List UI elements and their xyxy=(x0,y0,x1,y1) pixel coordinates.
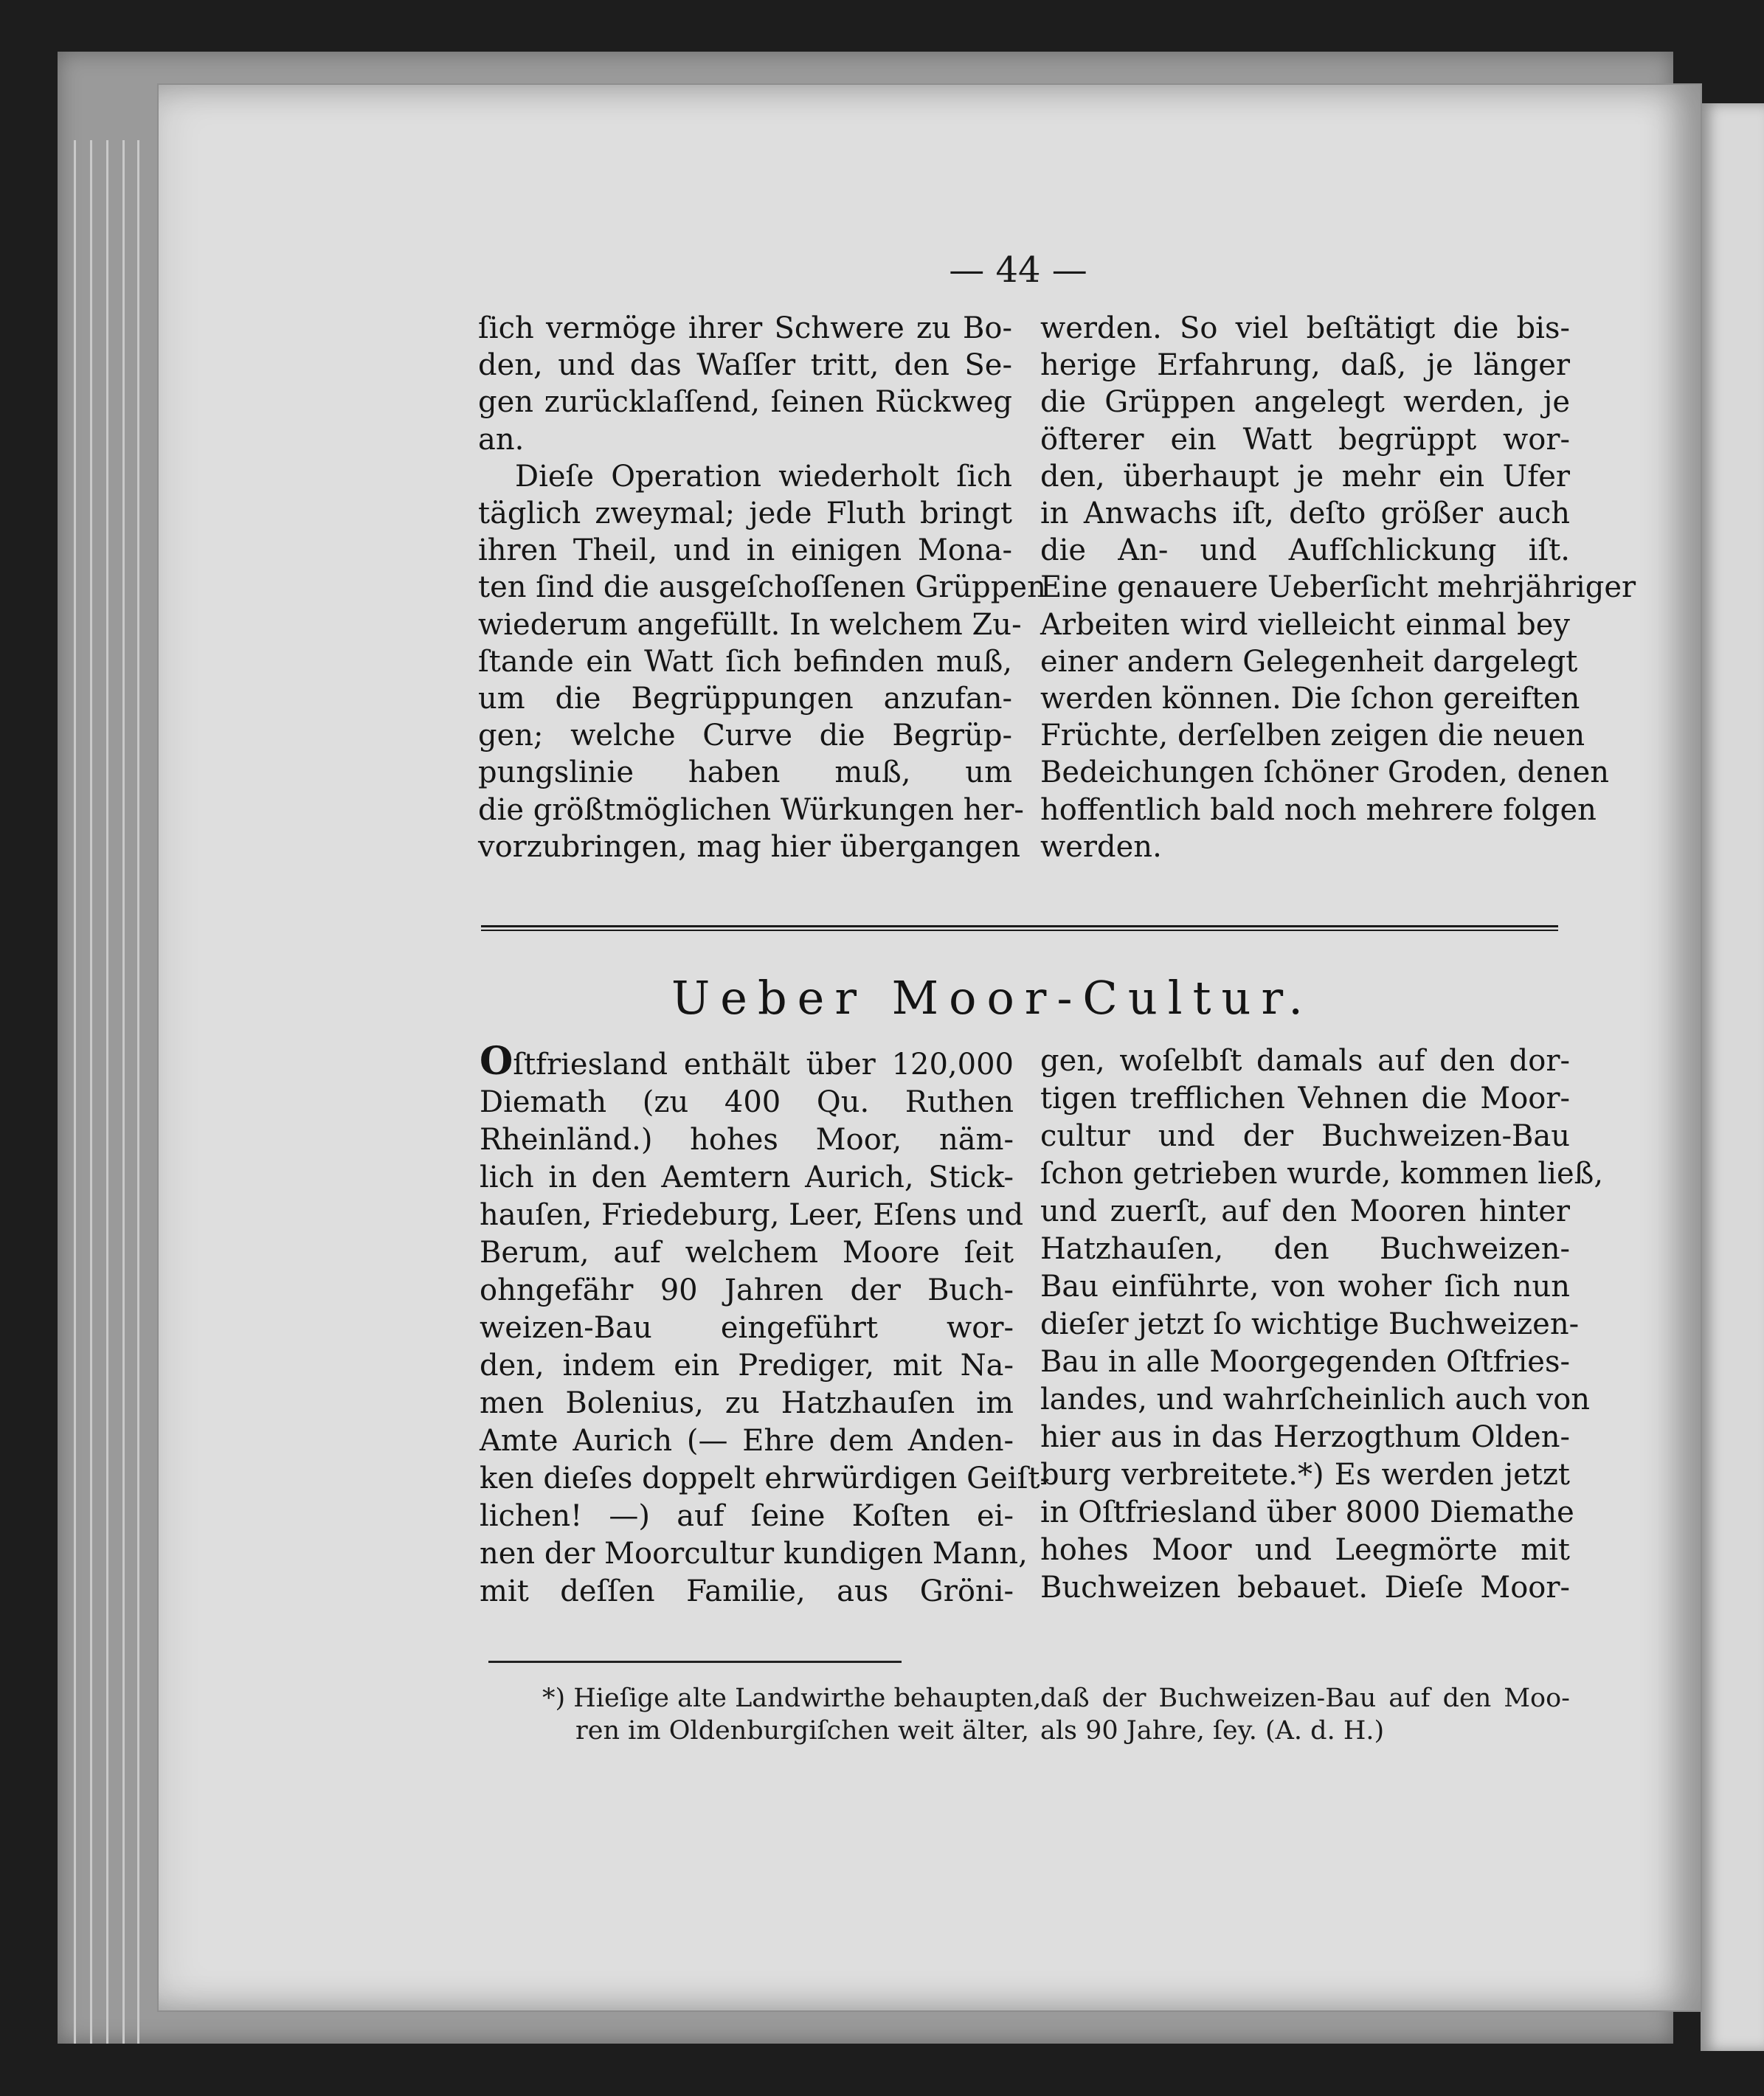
section-b-right-column xyxy=(1040,1042,1604,1607)
text-line: die Grüppen angelegt werden, je xyxy=(1040,385,1570,420)
text-line: Diemath (zu 400 Qu. Ruthen xyxy=(480,1085,1014,1119)
text-line: an. xyxy=(478,422,525,457)
page-number: — 44 — xyxy=(949,249,1087,291)
text-line: Eine genauere Ueberſicht mehrjähriger xyxy=(1040,570,1636,605)
text-line: landes, und wahrſcheinlich auch von xyxy=(1040,1383,1591,1417)
text-line: gen; welche Curve die Begrüp- xyxy=(478,719,1012,753)
text-line: ten ſind die ausgeſchoſſenen Grüppen xyxy=(478,570,1046,605)
text-line: werden. xyxy=(1040,829,1162,864)
text-line: tigen trefflichen Vehnen die Moor- xyxy=(1040,1082,1570,1116)
page-edge-line xyxy=(122,140,125,2044)
text-line: Hatzhauſen, den Buchweizen- xyxy=(1040,1232,1570,1266)
text-line: Rheinländ.) hohes Moor, näm- xyxy=(480,1123,1014,1157)
footnote-line: ren im Oldenburgiſchen weit älter, xyxy=(575,1716,1029,1746)
text-line: herige Erfahrung, daß, je länger xyxy=(1040,348,1570,383)
text-line: Früchte, derſelben zeigen die neuen xyxy=(1040,719,1585,753)
text-line: werden können. Die ſchon gereiften xyxy=(1040,682,1580,716)
footnote-divider xyxy=(488,1661,902,1663)
text-line: burg verbreitete.*) Es werden jetzt xyxy=(1040,1458,1570,1492)
text-line: ſich vermöge ihrer Schwere zu Bo- xyxy=(478,311,1012,345)
text-line: und zuerſt, auf den Mooren hinter xyxy=(1040,1194,1570,1228)
text-line: Buchweizen bebauet. Dieſe Moor- xyxy=(1040,1571,1570,1605)
footnote-line: daß der Buchweizen-Bau auf den Moo- xyxy=(1040,1684,1570,1713)
text-line: hauſen, Friedeburg, Leer, Eſens und xyxy=(480,1198,1024,1232)
text-line: um die Begrüppungen anzufan- xyxy=(478,682,1012,716)
page-edge-line xyxy=(74,140,76,2044)
text-line: einer andern Gelegenheit dargelegt xyxy=(1040,644,1578,679)
text-line: cultur und der Buchweizen-Bau xyxy=(1040,1119,1570,1153)
text-line: mit deſſen Familie, aus Gröni- xyxy=(480,1574,1014,1608)
text-line: Amte Aurich (— Ehre dem Anden- xyxy=(480,1424,1014,1458)
section-heading: Ueber Moor-Cultur. xyxy=(671,971,1313,1025)
text-line: ihren Theil, und in einigen Mona- xyxy=(478,533,1012,568)
facing-page-edge xyxy=(1701,103,1764,2051)
text-line: Oſtfriesland enthält über 120,000 xyxy=(480,1039,1014,1084)
section-divider xyxy=(481,925,1558,931)
text-line: lichen! —) auf ſeine Koſten ei- xyxy=(480,1499,1014,1533)
text-line: in Oſtfriesland über 8000 Diemathe xyxy=(1040,1495,1574,1529)
text-line: den, und das Waſſer tritt, den Se- xyxy=(478,348,1012,383)
section-b-left-column xyxy=(480,1039,1050,1611)
text-line: den, überhaupt je mehr ein Ufer xyxy=(1040,459,1570,494)
text-line: pungslinie haben muß, um xyxy=(478,755,1012,790)
text-line: Berum, auf welchem Moore ſeit xyxy=(480,1236,1014,1270)
text-line: ſchon getrieben wurde, kommen ließ, xyxy=(1040,1157,1604,1191)
text-line: Dieſe Operation wiederholt ſich xyxy=(515,459,1012,494)
footnote-line: *) Hieſige alte Landwirthe behaupten, xyxy=(542,1684,1042,1713)
text-line: in Anwachs iſt, deſto größer auch xyxy=(1040,497,1570,531)
text-line: die größtmöglichen Würkungen her- xyxy=(478,792,1024,827)
text-line: hier aus in das Herzogthum Olden- xyxy=(1040,1420,1570,1454)
text-line: ohngefähr 90 Jahren der Buch- xyxy=(480,1273,1014,1307)
page-edge-line xyxy=(106,140,108,2044)
text-line: den, indem ein Prediger, mit Na- xyxy=(480,1349,1014,1383)
section-a-left-column xyxy=(478,310,1046,865)
text-line: gen zurücklaſſend, ſeinen Rückweg xyxy=(478,385,1012,420)
text-line: ken dieſes doppelt ehrwürdigen Geiſt- xyxy=(480,1462,1050,1495)
text-line: Bau in alle Moorgegenden Oſtfries- xyxy=(1040,1345,1570,1379)
text-line: ſtande ein Watt ſich befinden muß, xyxy=(478,644,1012,679)
section-a-right-column xyxy=(1040,310,1636,865)
text-line: wiederum angefüllt. In welchem Zu- xyxy=(478,607,1022,642)
text-line: hoffentlich bald noch mehrere folgen xyxy=(1040,792,1597,827)
text-line: Bau einführte, von woher ſich nun xyxy=(1040,1270,1570,1304)
text-line: gen, woſelbſt damals auf den dor- xyxy=(1040,1044,1570,1078)
text-line: werden. So viel beſtätigt die bis- xyxy=(1040,311,1570,345)
footnote-line: als 90 Jahre, ſey. (A. d. H.) xyxy=(1040,1716,1385,1746)
page-edge-line xyxy=(90,140,92,2044)
text-line: die An- und Aufſchlickung iſt. xyxy=(1040,533,1570,568)
page-edge-line xyxy=(137,140,139,2044)
text-line: nen der Moorcultur kundigen Mann, xyxy=(480,1537,1028,1571)
text-line: weizen-Bau eingeführt wor- xyxy=(480,1311,1014,1345)
text-line: täglich zweymal; jede Fluth bringt xyxy=(478,497,1012,531)
text-line: lich in den Aemtern Aurich, Stick- xyxy=(480,1161,1014,1194)
text-line: men Bolenius, zu Hatzhauſen im xyxy=(480,1386,1014,1420)
text-line: dieſer jetzt ſo wichtige Buchweizen- xyxy=(1040,1307,1580,1341)
text-line: öfterer ein Watt begrüppt wor- xyxy=(1040,422,1570,457)
text-line: Bedeichungen ſchöner Groden, denen xyxy=(1040,755,1609,790)
text-line: Arbeiten wird vielleicht einmal bey xyxy=(1040,607,1570,642)
text-line: vorzubringen, mag hier übergangen xyxy=(478,829,1020,864)
text-line: hohes Moor und Leegmörte mit xyxy=(1040,1533,1570,1567)
